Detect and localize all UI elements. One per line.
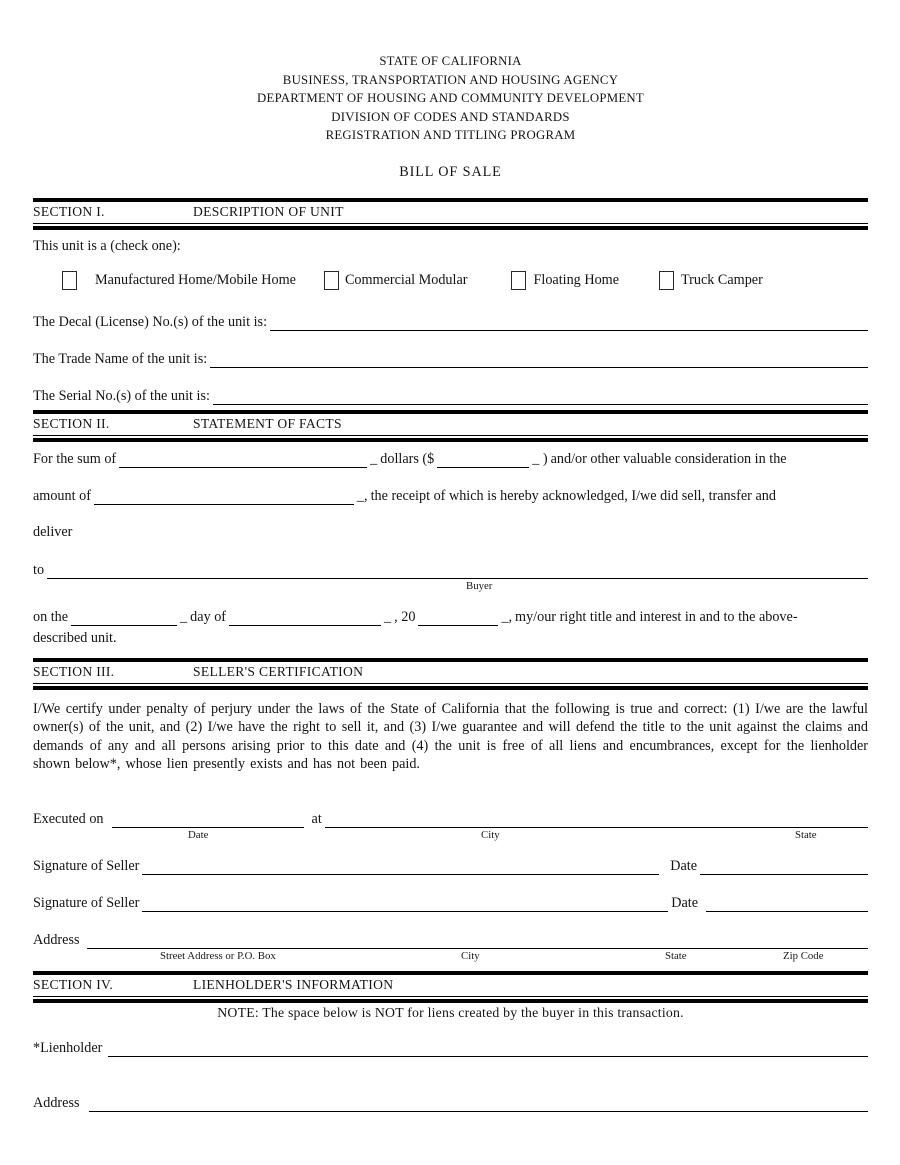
tick: _ bbox=[180, 608, 188, 625]
seller-signature-row-2 bbox=[33, 895, 868, 912]
certification-paragraph: I/We certify under penalty of perjury under the laws of the State of California that the following is true and correct: (1) I/we are the lawful owner(s) of the unit, and (2) I/we have the right to sell it, and (3) I/we guarantee and will defend the title to the unit against the claims and demands of any and all persons arising prior to this date and (4) the unit is free of all liens and encumbrances, except for the lienholder shown below*, whose lien presently exists and has not been paid. bbox=[33, 700, 868, 772]
unit-type-options bbox=[62, 271, 868, 290]
sum-label: For the sum of bbox=[33, 450, 117, 467]
lien-note: NOTE: The space below is NOT for liens created by the buyer in this transaction. bbox=[217, 1005, 684, 1021]
lienholder-label: *Lienholder bbox=[33, 1040, 103, 1057]
tick: _, bbox=[356, 487, 368, 504]
checkbox-label: Manufactured Home/Mobile Home bbox=[95, 271, 296, 288]
date-caption: Date bbox=[188, 829, 209, 842]
decal-number-label: The Decal (License) No.(s) of the unit is: bbox=[33, 313, 268, 330]
decal-number-line[interactable] bbox=[270, 328, 868, 331]
option-floating-home bbox=[511, 271, 619, 290]
sale-date-row bbox=[33, 609, 868, 626]
letterhead-line: STATE OF CALIFORNIA bbox=[379, 54, 522, 68]
deliver-word: deliver bbox=[33, 523, 73, 540]
serial-number-row bbox=[33, 388, 868, 405]
section-2-label: SECTION II. bbox=[33, 415, 110, 431]
buyer-caption: Buyer bbox=[466, 579, 493, 592]
checkbox-label: Floating Home bbox=[533, 271, 619, 288]
tick: _ ) bbox=[532, 450, 548, 467]
section-4-title: LIENHOLDER'S INFORMATION bbox=[193, 977, 394, 993]
date-label: Date bbox=[670, 858, 697, 875]
section-2-title: STATEMENT OF FACTS bbox=[193, 415, 342, 431]
address-label: Address bbox=[33, 1095, 80, 1112]
checkbox-floating-home[interactable] bbox=[511, 271, 526, 290]
state-caption: State bbox=[795, 829, 817, 842]
seller-signature-date-line-2[interactable] bbox=[706, 909, 868, 912]
option-manufactured-home bbox=[62, 271, 296, 290]
street-caption: Street Address or P.O. Box bbox=[160, 950, 276, 963]
amount-suffix-text: the receipt of which is hereby acknowledged, I/we did sell, transfer and bbox=[370, 487, 776, 504]
lienholder-address-line[interactable] bbox=[89, 1109, 869, 1112]
sum-amount-words-line[interactable] bbox=[119, 465, 367, 468]
on-the-label: on the bbox=[33, 608, 69, 625]
serial-number-label: The Serial No.(s) of the unit is: bbox=[33, 387, 210, 404]
address-captions bbox=[33, 949, 868, 963]
section-3-label: SECTION III. bbox=[33, 663, 115, 679]
section-1-label: SECTION I. bbox=[33, 203, 105, 219]
lienholder-address-row bbox=[33, 1095, 868, 1112]
lienholder-name-line[interactable] bbox=[108, 1054, 868, 1057]
amount-row bbox=[33, 488, 868, 505]
sum-row bbox=[33, 451, 868, 468]
rights-text: my/our right title and interest in and to the above- bbox=[515, 608, 798, 625]
section-1-title: DESCRIPTION OF UNIT bbox=[193, 203, 344, 219]
section-3-header bbox=[33, 658, 868, 690]
checkbox-truck-camper[interactable] bbox=[659, 271, 674, 290]
option-truck-camper bbox=[659, 271, 763, 290]
trade-name-label: The Trade Name of the unit is: bbox=[33, 350, 208, 367]
checkbox-manufactured-home[interactable] bbox=[62, 271, 77, 290]
seller-signature-date-line-1[interactable] bbox=[700, 872, 868, 875]
unit-type-prompt: This unit is a (check one): bbox=[33, 237, 181, 254]
state-caption: State bbox=[665, 950, 687, 963]
dollar-amount-line[interactable] bbox=[437, 465, 529, 468]
seller-address-row bbox=[33, 932, 868, 949]
sale-month-line[interactable] bbox=[229, 623, 381, 626]
option-commercial-modular bbox=[324, 271, 468, 290]
city-caption: City bbox=[481, 829, 500, 842]
sum-suffix-text: and/or other valuable consideration in the bbox=[550, 450, 787, 467]
date-label: Date bbox=[671, 895, 698, 912]
letterhead-line: DEPARTMENT OF HOUSING AND COMMUNITY DEVELOPMENT bbox=[257, 91, 644, 106]
dollars-label: dollars ($ bbox=[380, 450, 435, 467]
letterhead-line: REGISTRATION AND TITLING PROGRAM bbox=[325, 128, 576, 143]
seller-signature-line-2[interactable] bbox=[142, 909, 668, 912]
city-caption: City bbox=[461, 950, 480, 963]
letterhead-line: BUSINESS, TRANSPORTATION AND HOUSING AGENCY bbox=[282, 72, 619, 87]
section-1-header bbox=[33, 198, 868, 230]
executed-captions bbox=[33, 828, 868, 842]
at-label: at bbox=[311, 811, 322, 828]
checkbox-label: Commercial Modular bbox=[344, 271, 468, 288]
amount-label: amount of bbox=[33, 487, 91, 504]
executed-row bbox=[33, 811, 868, 828]
section-4-label: SECTION IV. bbox=[33, 977, 114, 993]
trade-name-line[interactable] bbox=[210, 365, 868, 368]
zip-caption: Zip Code bbox=[783, 950, 824, 963]
buyer-row bbox=[33, 562, 868, 579]
sale-year-line[interactable] bbox=[418, 623, 498, 626]
form-title: BILL OF SALE bbox=[399, 163, 502, 180]
seller-signature-row-1 bbox=[33, 858, 868, 875]
year-prefix: , 20 bbox=[394, 608, 416, 625]
lienholder-row bbox=[33, 1040, 868, 1057]
letterhead bbox=[33, 52, 868, 145]
trade-name-row bbox=[33, 351, 868, 368]
signature-label: Signature of Seller bbox=[33, 858, 140, 875]
tick: _, bbox=[501, 608, 513, 625]
serial-number-line[interactable] bbox=[213, 402, 868, 405]
day-of-label: day of bbox=[190, 608, 227, 625]
section-4-header bbox=[33, 971, 868, 1003]
sale-day-line[interactable] bbox=[71, 623, 177, 626]
executed-on-label: Executed on bbox=[33, 811, 104, 828]
section-3-title: SELLER'S CERTIFICATION bbox=[193, 663, 364, 679]
tick: _ bbox=[384, 608, 392, 625]
described-unit-text: described unit. bbox=[33, 629, 117, 646]
amount-line[interactable] bbox=[94, 502, 354, 505]
seller-signature-line-1[interactable] bbox=[142, 872, 659, 875]
section-2-header bbox=[33, 410, 868, 442]
signature-label: Signature of Seller bbox=[33, 895, 140, 912]
to-label: to bbox=[33, 561, 45, 578]
checkbox-label: Truck Camper bbox=[681, 271, 763, 288]
decal-number-row bbox=[33, 314, 868, 331]
checkbox-commercial-modular[interactable] bbox=[324, 271, 339, 290]
tick: _ bbox=[370, 450, 378, 467]
address-label: Address bbox=[33, 932, 80, 949]
letterhead-line: DIVISION OF CODES AND STANDARDS bbox=[331, 109, 570, 124]
buyer-caption-row bbox=[33, 579, 868, 593]
